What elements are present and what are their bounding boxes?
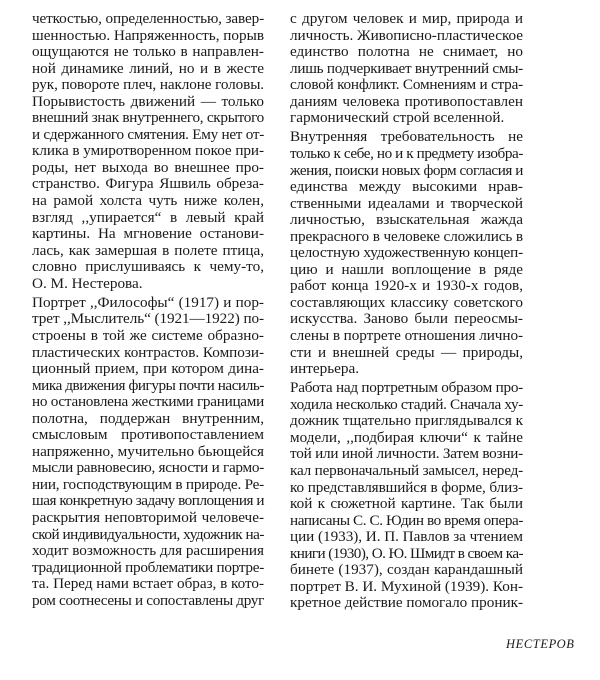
text-line: мика движения фигуры почти насиль- — [32, 376, 264, 394]
text-line: ской индивидуальности, художник на- — [32, 525, 264, 543]
paragraph — [32, 11, 264, 292]
text-line: даниям человека противопоставлен — [290, 92, 523, 110]
text-line: рук, повороте плеч, наклоне головы. — [32, 76, 264, 94]
text-line: лишь подчеркивает внутренний смы- — [290, 59, 523, 77]
text-line: клика в умиротворенном покое при- — [32, 142, 264, 160]
text-line: словно прислушиваясь к чему-то, — [32, 258, 264, 276]
text-line: полотна, поддержан внутренним, — [32, 409, 264, 427]
text-line: шенностью. Напряженность, порыв — [32, 26, 264, 44]
text-line: ственными идеалами и творческой — [290, 194, 523, 212]
text-line: с другом человек и мир, природа и — [290, 10, 523, 27]
text-line: ощущаются не только в направлен- — [32, 43, 264, 61]
text-line: четкостью, определенностью, завер- — [32, 10, 264, 27]
text-line: кал первоначальный замысел, неред- — [290, 461, 523, 479]
text-line: Внутренняя требовательность не — [290, 128, 523, 146]
text-line: и сдержанного смятения. Ему нет от- — [32, 125, 264, 143]
text-line: раскрытия неповторимой человече- — [32, 509, 264, 526]
text-line: Работа над портретным образом про- — [290, 379, 523, 397]
text-line: строены в той же системе образно- — [32, 326, 264, 344]
text-line: Порывистость движений — только — [32, 92, 264, 110]
text-line: Портрет ,,Философы“ (1917) и пор- — [32, 293, 264, 311]
text-line: составляющих классику советского — [290, 293, 523, 311]
left-column — [32, 11, 264, 612]
text-line: ции (1933), И. П. Павлов за чтением — [290, 528, 523, 546]
text-line: напряженно, мучительно бьющейся — [32, 442, 264, 460]
text-line: картины. На мгновение останови- — [32, 225, 264, 243]
text-line: ной динамике линий, но и в жесте — [32, 59, 264, 77]
paragraph — [290, 380, 523, 612]
paragraph — [290, 11, 523, 127]
text-line: на рамой холста чуть ниже колен, — [32, 192, 264, 210]
right-column — [290, 11, 523, 614]
text-line: ром соотнесены и сопоставлены друг — [32, 591, 264, 609]
text-line: трет ,,Мыслитель“ (1921—1922) по- — [32, 310, 265, 328]
text-line: ходит возможность для расширения — [32, 542, 264, 560]
text-line: личностью, взыскательная жажда — [290, 211, 523, 229]
text-line: книги (1930), О. Ю. Шмидт в своем ка- — [290, 544, 523, 562]
text-line: роды, нет выхода во внешнее про- — [32, 158, 264, 176]
text-line: кой к сюжетной картине. Так были — [290, 495, 523, 513]
text-line: бинете (1937), создан карандашный — [290, 561, 523, 579]
text-line: интерьера. — [290, 360, 360, 378]
text-line: нии, господствующим в природе. Ре- — [32, 475, 264, 493]
text-line: лась, как замершая в полете птица, — [32, 241, 264, 259]
text-line: мысли равновесию, ясности и гармо- — [32, 459, 264, 477]
text-line: традиционной проблематики портре- — [32, 558, 264, 576]
text-line: модели, ,,подбирая ключи“ к тайне — [290, 428, 523, 446]
text-line: кретное действие помогало проник- — [290, 594, 523, 612]
text-line: прекрасного в человеке сложились в — [290, 227, 523, 245]
paragraph — [32, 295, 264, 609]
text-line: внешний знак внутреннего, скрытого — [32, 109, 264, 127]
text-line: единства между высокими нрав- — [290, 178, 523, 196]
paragraph — [290, 129, 523, 377]
text-line: той или иной личности. Затем возни- — [290, 445, 523, 463]
running-footer: НЕСТЕРОВ — [506, 637, 575, 651]
text-line: личность. Живописно-пластическое — [290, 26, 523, 44]
text-line: странство. Фигура Яшвиль обреза- — [32, 175, 264, 193]
text-line: гармонический строй вселенной. — [290, 109, 505, 127]
text-line: слены в портрете отношения лично- — [290, 326, 523, 344]
text-line: ко представлявшийся в форме, близ- — [290, 478, 523, 496]
text-line: целостную художественную концеп- — [290, 244, 523, 262]
text-line: сти и внешней среды — природы, — [290, 343, 523, 361]
text-line: написаны С. С. Юдин во время опера- — [290, 511, 523, 529]
text-line: искусства. Заново были переосмы- — [290, 310, 523, 328]
text-line: смысловым противопоставлением — [32, 426, 264, 444]
text-line: жения, поиски новых форм согласия и — [290, 161, 523, 179]
text-line: шая конкретную задачу воплощения и — [32, 492, 264, 510]
text-line: та. Перед нами встает образ, в кото- — [32, 575, 264, 593]
text-line: дожник тщательно приглядывался к — [290, 412, 523, 430]
text-line: но остановлена жесткими границами — [32, 393, 264, 411]
text-line: работ конца 1920-х и 1930-х годов, — [290, 277, 523, 295]
text-line: взгляд ,,упирается“ в левый край — [32, 208, 264, 226]
text-line: цию и нашли воплощение в ряде — [290, 260, 523, 278]
text-line: ходила несколько стадий. Сначала ху- — [290, 395, 523, 413]
text-line: единство полотна не снимает, но — [290, 43, 523, 61]
text-line: словой конфликт. Сомнениям и стра- — [290, 76, 523, 94]
text-line: ционный прием, при котором дина- — [32, 360, 264, 378]
text-line: только к себе, но и к предмету изобра- — [290, 144, 523, 162]
text-line: О. М. Нестерова. — [32, 274, 143, 292]
text-line: пластических контрастов. Компози- — [32, 343, 264, 361]
text-line: портрет В. И. Мухиной (1939). Кон- — [290, 577, 523, 595]
